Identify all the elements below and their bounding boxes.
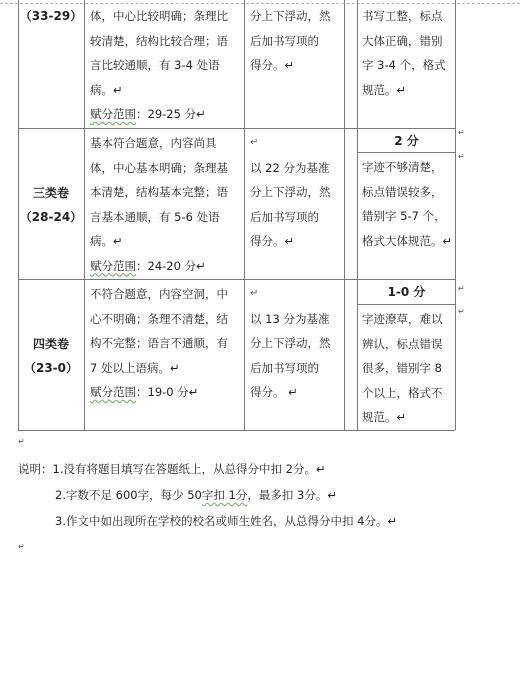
cell-end-mark: ↵: [458, 152, 465, 161]
writing-score: 1-0 分: [387, 285, 426, 299]
score-range-label: 赋分范围: [90, 258, 136, 273]
notes-section: 说明：1.没有将题目填写在答题纸上，从总得分中扣 2分。↵ 2.字数不足 600字，每少 50字扣 1分，最多扣 3分。↵ 3.作文中如出现所在学校的校名或师生姓名，从总得分中扣 4分。↵: [18, 462, 398, 528]
note-item: 1.没有将题目填写在答题纸上，从总得分中扣 2分。↵: [52, 462, 326, 476]
writing-criteria: 书写工整，标点 大体正确，错别 字 3-4 个，格式 规范。↵: [362, 9, 446, 97]
note-item: 2.字数不足 600字，每少 50: [55, 488, 202, 502]
content-description: 不符合题意，内容空洞，中 心不明确；条理不清楚，结 构不完整；语言不通顺，有 7 处以上语病。↵ 赋分范围：19-0 分↵: [90, 287, 228, 399]
cell-end-mark: ↵: [458, 284, 465, 293]
writing-criteria: 字迹潦草，难以 辨认，标点错误 很多，错别字 8 个以上，格式不 规范。↵: [362, 312, 443, 424]
table-border-right: [455, 0, 456, 430]
note-underlined: 字扣 1分: [201, 488, 248, 502]
category-name: 三类卷: [32, 186, 69, 200]
writing-criteria: 字迹不够清楚， 标点错误较多， 错别字 5-7 个， 格式大体规范。↵: [362, 160, 453, 248]
grading-table: [18, 0, 456, 430]
score-range-label: 赋分范围: [90, 385, 136, 399]
scoring-standard: ↵ 以 13 分为基准 分上下浮动，然 后加书写项的 得分。 ↵: [250, 288, 331, 399]
scoring-standard: 分上下浮动，然 后加书写项的 得分。↵: [250, 9, 331, 72]
writing-score: 2 分: [394, 134, 419, 148]
category-range: （28-24）: [19, 210, 83, 224]
content-description: 体，中心比较明确；条理比 较清楚，结构比较合理；语 言比较通顺，有 3-4 处语 病。↵ 赋分范围：29-25 分↵: [90, 9, 228, 121]
table-col-divider: [344, 0, 345, 430]
paragraph-mark: ↵: [18, 437, 25, 446]
score-range-label: 赋分范围: [90, 107, 136, 121]
category-name: 四类卷: [32, 337, 69, 351]
category-range: （23-0）: [23, 361, 79, 375]
table-col-divider: [357, 0, 358, 430]
notes-label: 说明：: [18, 462, 53, 476]
note-item: 3.作文中如出现所在学校的校名或师生姓名，从总得分中扣 4分。↵: [55, 514, 398, 528]
cell-end-mark: ↵: [458, 128, 465, 137]
table-col-divider: [84, 0, 85, 430]
scoring-standard: ↵ 以 22 分为基准 分上下浮动，然 后加书写项的 得分。↵: [250, 137, 331, 248]
table-col-divider: [244, 0, 245, 430]
category-range: （33-29）: [19, 9, 83, 23]
paragraph-mark: ↵: [18, 542, 25, 551]
table-border-bottom: [18, 430, 455, 431]
content-description: 基本符合题意，内容尚具 体，中心基本明确；条理基 本清楚，结构基本完整；语 言基本通顺，有 5-6 处语 病。↵ 赋分范围：24-20 分↵: [90, 136, 228, 273]
cell-end-mark: ↵: [458, 307, 465, 316]
